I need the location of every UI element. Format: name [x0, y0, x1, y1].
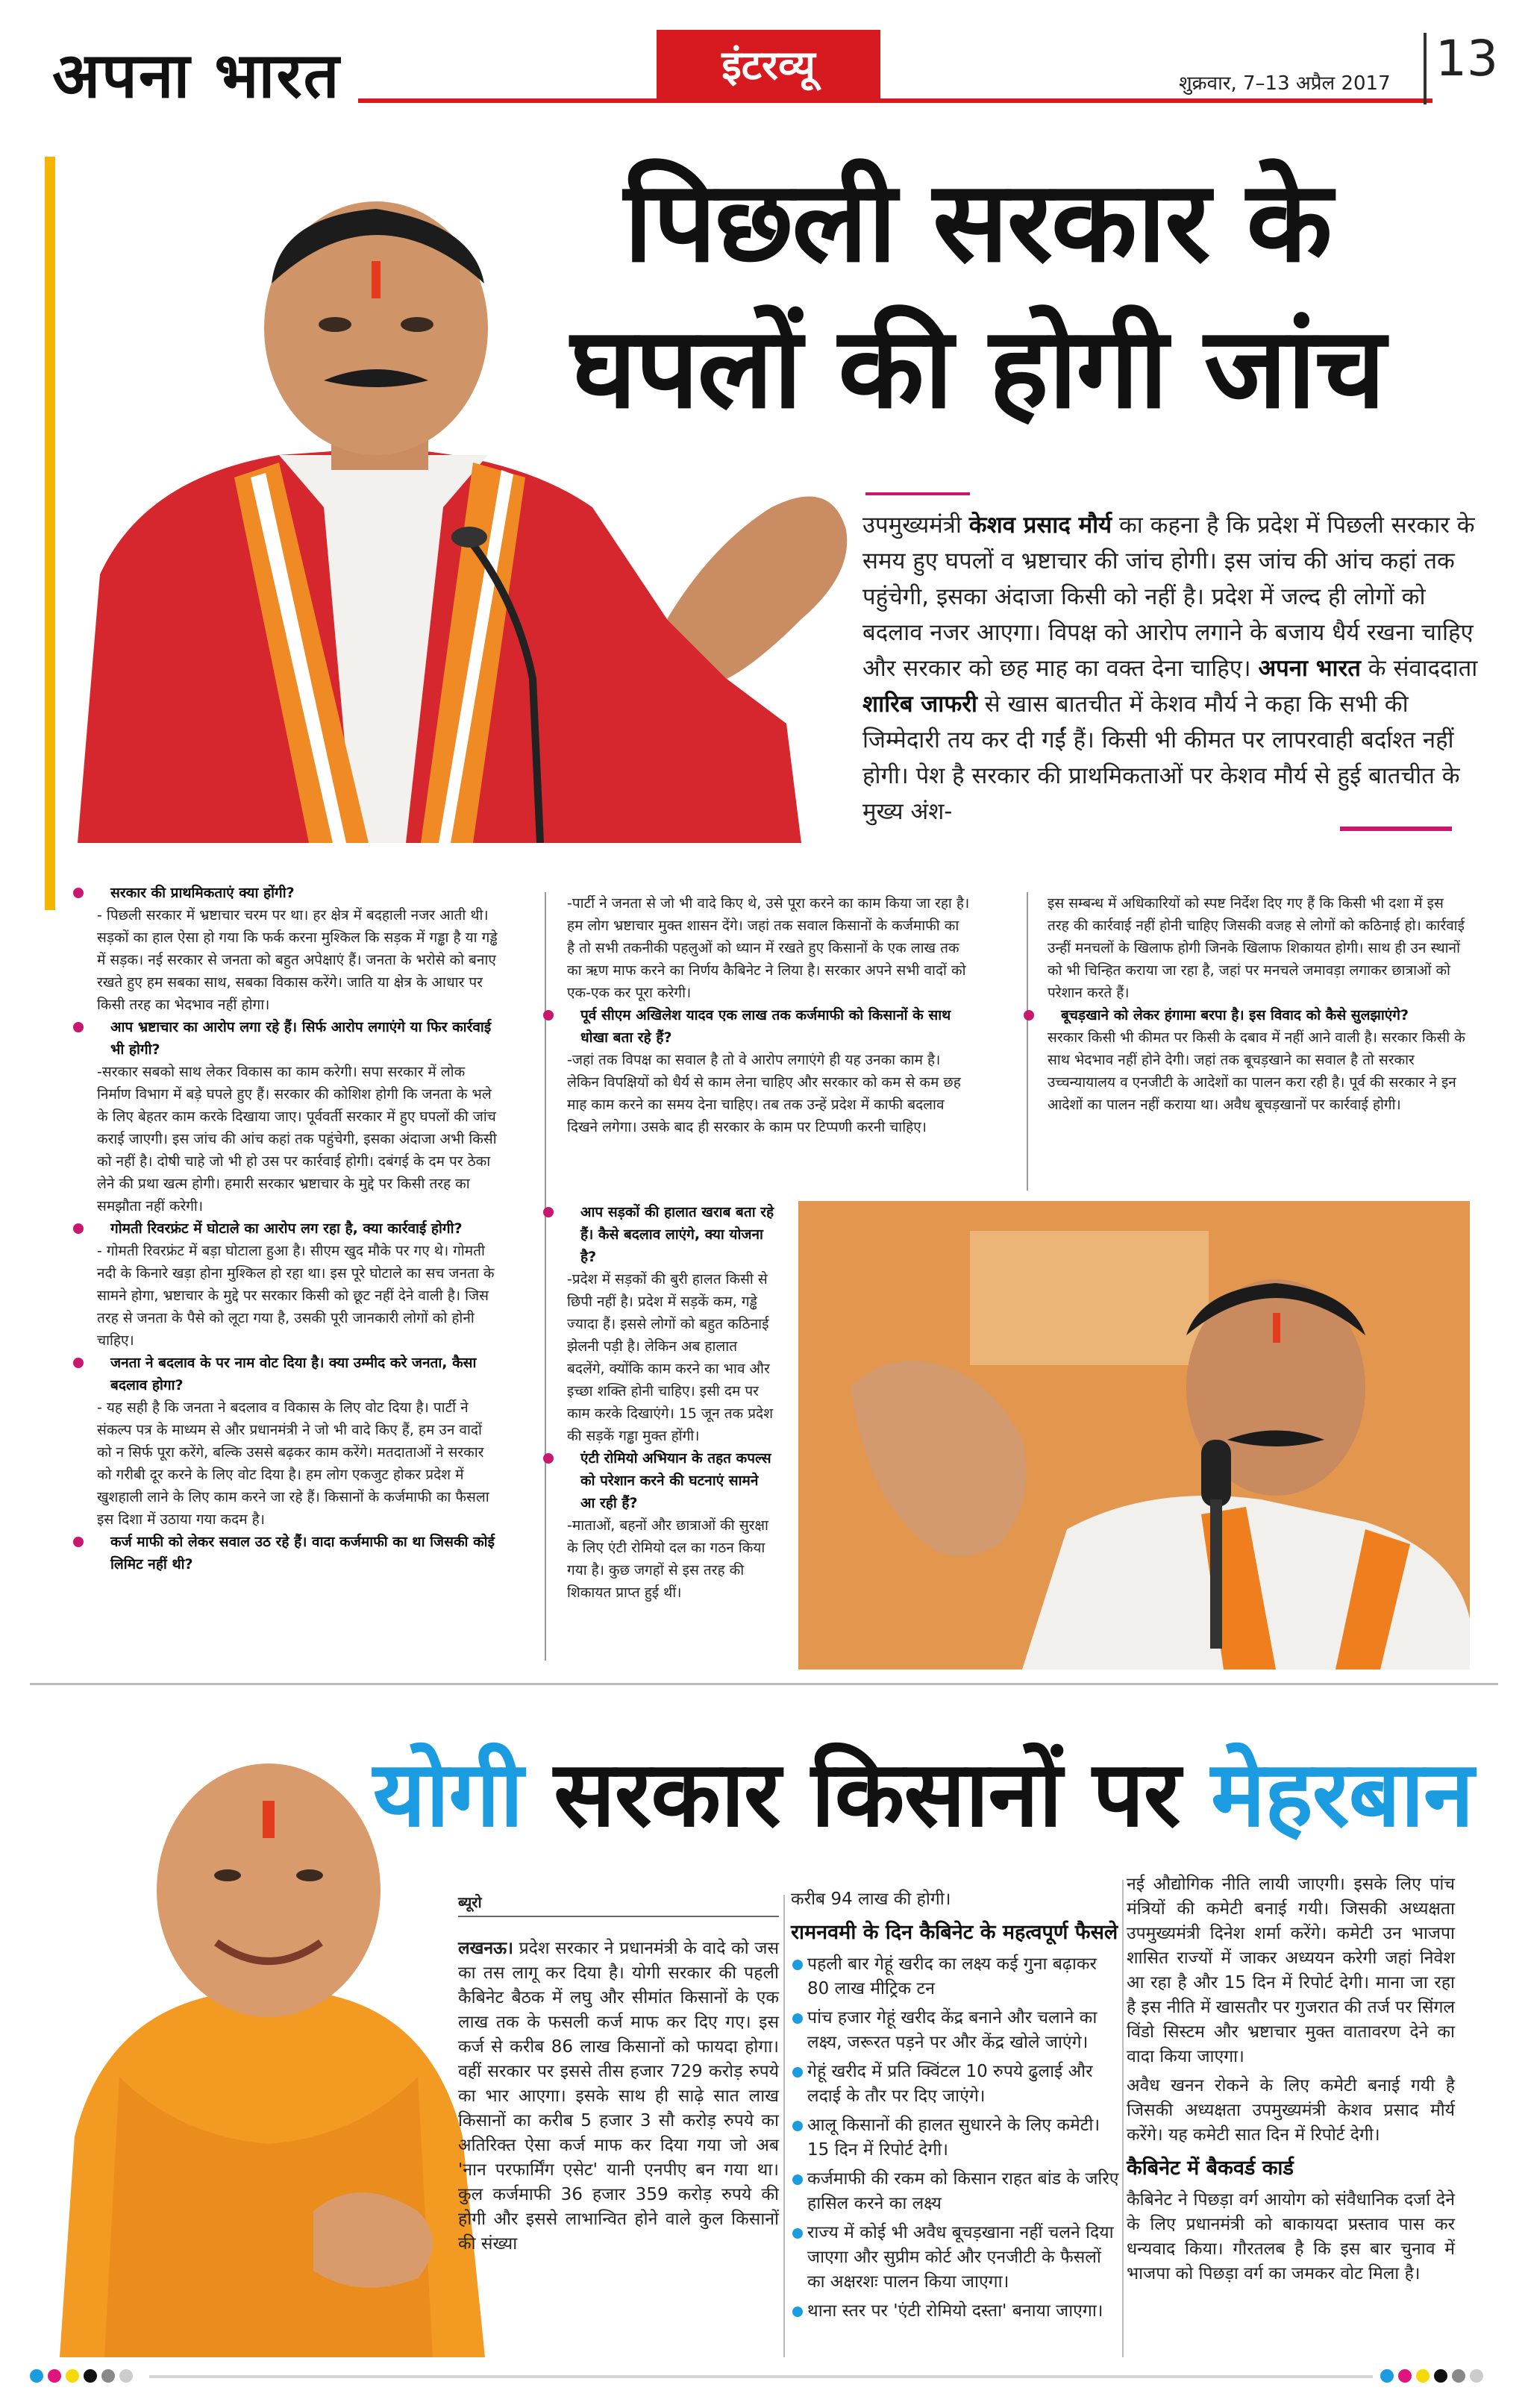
header-rule — [358, 98, 1432, 103]
lead-headline-line1: पिछली सरकार के — [624, 157, 1331, 287]
cabinet-decision-item: पहली बार गेहूं खरीद का लक्ष्य कई गुना बढ़ाकर 80 लाख मीट्रिक टन — [791, 1952, 1119, 2001]
intro-text: का कहना है कि प्रदेश में पिछली सरकार के समय हुए घपलों व भ्रष्टाचार की जांच होगी। इस जांच की आंच कहां तक पहुंचेगी, इसका अंदाजा किसी को नहीं है। प्रदेश में जल्द ही लोगों को बदलाव नजर आएगा। विपक्ष को आरोप लगाने के बजाय धैर्य रखना चाहिए और सरकार को छह माह का वक्त देना चाहिए। — [862, 512, 1475, 682]
column-divider — [545, 892, 546, 1661]
qa-column-1 — [97, 882, 500, 1575]
cabinet-decisions-subhead: रामनवमी के दिन कैबिनेट के महत्वपूर्ण फैसले — [791, 1921, 1118, 1944]
second-headline-part1: योगी — [373, 1741, 523, 1847]
cabinet-decision-item: गेहूं खरीद में प्रति क्विंटल 10 रुपये ढुलाई और लदाई के तौर पर दिए जाएंगे। — [791, 2060, 1119, 2109]
interview-answer: इस सम्बन्ध में अधिकारियों को स्पष्ट निर्देश दिए गए हैं कि किसी भी दशा में इस तरह की कार्रवाई नहीं होनी चाहिए जिसकी वजह से लोगों को कठिनाई हो। कार्रवाई उन्हीं मनचलों के खिलाफ होगी जिनके खिलाफ शिकायत होगी। साथ ही उन स्थानों को भी चिन्हित कराया जा रहा है, जहां पर मनचले जमावड़ा लगाकर छात्राओं को परेशान करते हैं। — [1048, 895, 1465, 1001]
intro-text: उपमुख्यमंत्री — [862, 512, 969, 539]
qa-column-2b — [567, 1201, 776, 1604]
column-divider — [1122, 1880, 1124, 2357]
issue-date: शुक्रवार, 7–13 अप्रैल 2017 — [1179, 72, 1391, 95]
lead-intro — [862, 507, 1482, 830]
interview-question: पूर्व सीएम अखिलेश यादव एक लाख तक कर्जमाफी को किसानों के साथ धोखा बता रहे हैं? — [567, 1004, 970, 1049]
color-dot — [1434, 2369, 1447, 2383]
interview-answer: -सरकार सबको साथ लेकर विकास का काम करेगी। सपा सरकार में लोक निर्माण विभाग में बड़े घपले हुए हैं। सरकार की कोशिश होगी कि जनता के भले के लिए बेहतर काम करके दिखाया जाए। पूर्ववर्ती सरकार में हुए घपलों की जांच कराई जाएगी। इस जांच की आंच कहां तक पहुंचेगी, इसका अंदाजा अभी किसी को नहीं है। दोषी चाहे जो भी हो उस पर कार्रवाई होगी। दबंगई के दम पर ठेका लेने की प्रथा खत्म होगी। हमारी सरकार भ्रष्टाचार के मुद्दे पर किसी तरह का समझौता नहीं करेगी। — [97, 1064, 497, 1214]
intro-end-rule — [1340, 827, 1452, 831]
page-number: 13 — [1435, 30, 1498, 87]
second-headline-part2: सरकार किसानों पर — [522, 1741, 1211, 1847]
story2-column-3 — [1127, 1872, 1455, 2291]
color-dot — [119, 2369, 133, 2383]
cabinet-decision-item: राज्य में कोई भी अवैध बूचड़खाना नहीं चलने दिया जाएगा और सुप्रीम कोर्ट और एनजीटी के फैसलों का अक्षरशः पालन किया जाएगा। — [791, 2221, 1119, 2295]
footer-rule — [149, 2375, 1373, 2378]
byline: ब्यूरो — [458, 1893, 482, 1911]
backward-card-subhead: कैबिनेट में बैकवर्ड कार्ड — [1127, 2157, 1294, 2180]
lead-headline-line2: घपलों की होगी जांच — [570, 304, 1385, 433]
byline-rule — [458, 1916, 779, 1917]
qa-column-2 — [567, 892, 970, 1138]
interview-question: जनता ने बदलाव के पर नाम वोट दिया है। क्या उम्मीद करे जनता, कैसा बदलाव होगा? — [97, 1352, 500, 1396]
column-divider — [783, 1895, 785, 2357]
interview-answer: -प्रदेश में सड़कों की बुरी हालत किसी से छिपी नहीं है। प्रदेश में सड़कें कम, गड्ढे ज्यादा हैं। इससे लोगों को बहुत कठिनाई झेलनी पड़ी है। लेकिन अब हालात बदलेंगे, क्योंकि काम करने का भाव और इच्छा शक्ति होनी चाहिए। इसी दम पर काम करके दिखाएंगे। 15 जून तक प्रदेश की सड़कें गड्ढा मुक्त होंगी। — [567, 1271, 774, 1444]
story2-paragraph: कैबिनेट ने पिछड़ा वर्ग आयोग को संवैधानिक दर्जा देने के लिए प्रधानमंत्री को बाकायदा प्रस्ताव पास कर धन्यवाद किया। गौरतलब है कि इस बार चुनाव में भाजपा को पिछड़ा वर्ग का जमकर वोट मिला है। — [1127, 2190, 1455, 2283]
footer-color-dots-right — [1380, 2369, 1483, 2383]
interview-question: बूचड़खाने को लेकर हंगामा बरपा है। इस विवाद को कैसे सुलझाएंगे? — [1048, 1004, 1465, 1026]
intro-text: से खास बातचीत में केशव मौर्य ने कहा कि सभी की जिम्मेदारी तय कर दी गईं हैं। किसी भी कीमत पर लापरवाही बर्दाश्त नहीं होगी। पेश है सरकार की प्राथमिकताओं पर केशव मौर्य से हुई बातचीत के मुख्य अंश- — [862, 691, 1460, 825]
story2-paragraph: अवैध खनन रोकने के लिए कमेटी बनाई गयी है जिसकी अध्यक्षता उपमुख्यमंत्री केशव प्रसाद मौर्य करेंगे। यह कमेटी सात दिन में रिपोर्ट देगी। — [1127, 2076, 1455, 2145]
interview-answer: - यह सही है कि जनता ने बदलाव व विकास के लिए वोट दिया है। पार्टी ने संकल्प पत्र के माध्यम से और प्रधानमंत्री ने जो भी वादे किए हैं, हम उन वादों को न सिर्फ पूरा करेंगे, बल्कि उससे बढ़कर काम करेंगे। मतदाताओं ने सरकार को गरीबी दूर करने के लिए वोट दिया है। हम लोग एकजुट होकर प्रदेश में खुशहाली लाने के लिए काम करने जा रहे हैं। किसानों के कर्जमाफी का फैसला इस दिशा में उठाया गया कदम है। — [97, 1399, 489, 1528]
story-separator — [30, 1683, 1498, 1685]
interview-question: आप सड़कों की हालात खराब बता रहे हैं। कैसे बदलाव लाएंगे, क्या योजना है? — [567, 1201, 776, 1268]
qa-column-3 — [1048, 892, 1465, 1116]
cabinet-decision-item: थाना स्तर पर 'एंटी रोमियो दस्ता' बनाया जाएगा। — [791, 2299, 1119, 2324]
interview-question: गोमती रिवरफ्रंट में घोटाले का आरोप लग रहा है, क्या कार्रवाई होगी? — [97, 1217, 500, 1240]
lead-headline — [478, 149, 1477, 442]
interview-question: आप भ्रष्टाचार का आरोप लगा रहे हैं। सिर्फ आरोप लगाएंगे या फिर कार्रवाई भी होगी? — [97, 1016, 500, 1061]
intro-name: केशव प्रसाद मौर्य — [968, 512, 1112, 539]
color-dot — [84, 2369, 97, 2383]
dateline: लखनऊ। — [458, 1939, 513, 1958]
story2-column-1 — [458, 1937, 779, 2257]
speaker-at-mic-photo — [798, 1201, 1470, 1669]
story2-column-2 — [791, 1887, 1119, 2328]
column-divider — [1027, 892, 1028, 1191]
color-dot — [30, 2369, 43, 2383]
story2-paragraph: नई औद्योगिक नीति लायी जाएगी। इसके लिए पांच मंत्रियों की कमेटी बनाई गयी। जिसकी अध्यक्षता उपमुख्यमंत्री दिनेश शर्मा करेंगे। कमेटी उन भाजपा शासित राज्यों में जाकर अध्ययन करेगी जहां निवेश आ रहा है और 15 दिन में रिपोर्ट देगी। माना जा रहा है इस नीति में खासतौर पर गुजरात की तर्ज पर सिंगल विंडो सिस्टम और भ्रष्टाचार मुक्त वातावरण देने का वादा किया जाएगा। — [1127, 1875, 1455, 2066]
header-divider — [1424, 33, 1427, 104]
footer-color-dots-left — [30, 2369, 133, 2383]
cabinet-decision-item: आलू किसानों की हालत सुधारने के लिए कमेटी। 15 दिन में रिपोर्ट देगी। — [791, 2113, 1119, 2163]
section-tab: इंटरव्यू — [657, 30, 880, 101]
color-dot — [66, 2369, 79, 2383]
second-headline — [373, 1738, 1492, 1850]
interview-answer: - पिछली सरकार में भ्रष्टाचार चरम पर था। हर क्षेत्र में बदहाली नजर आती थी। सड़कों का हाल ऐसा हो गया कि फर्क करना मुश्किल कि सड़क में गड्ढा है या गड्ढे में सड़क। नई सरकार से जनता को बहुत अपेक्षाएं हैं। जनता के भरोसे को बनाए रखते हुए हम सबका साथ, सबका विकास करेंगे। जाति या क्षेत्र के आधार पर किसी तरह का भेदभाव नहीं होगा। — [97, 907, 498, 1013]
color-dot — [1398, 2369, 1412, 2383]
story2-continuation: करीब 94 लाख की होगी। — [791, 1890, 951, 1909]
cabinet-decision-item: पांच हजार गेहूं खरीद केंद्र बनाने और चलाने का लक्ष्य, जरूरत पड़ने पर और केंद्र खोले जाएंगे। — [791, 2006, 1119, 2055]
interview-question: कर्ज माफी को लेकर सवाल उठ रहे हैं। वादा कर्जमाफी का था जिसकी कोई लिमिट नहीं थी? — [97, 1531, 500, 1575]
interview-answer: -पार्टी ने जनता से जो भी वादे किए थे, उसे पूरा करने का काम किया जा रहा है। हम लोग भ्रष्टाचार मुक्त शासन देंगे। जहां तक सवाल किसानों के कर्जमाफी का है तो सभी तकनीकी पहलुओं को ध्यान में रखते हुए किसानों के एक लाख तक का ऋण माफ करने का निर्णय कैबिनेट ने लिया है। सरकार अपने सभी वादों को एक-एक कर पूरा करेगी। — [567, 895, 970, 1001]
color-dot — [1380, 2369, 1394, 2383]
color-dot — [1470, 2369, 1483, 2383]
story2-body: प्रदेश सरकार ने प्रधानमंत्री के वादे को जस का तस लागू कर दिया है। योगी सरकार की पहली कैबिनेट बैठक में लघु और सीमांत किसानों के एक लाख तक के फसली कर्ज माफ कर दिए गए। इस कर्ज से करीब 86 लाख किसानों को फायदा होगा। वहीं सरकार पर इससे तीस हजार 729 करोड़ रुपये का भार आएगा। इसके साथ ही साढ़े सात लाख किसानों का करीब 5 हजार 3 सौ करोड़ रुपये का अतिरिक्त ऐसा कर्ज माफ कर दिया गया जो अब 'नान परफार्मिंग एसेट' यानी एनपीए बन गया था। कुल कर्जमाफी 36 हजार 359 करोड़ रुपये की होगी और इससे लाभान्वित होने वाले कुल किसानों की संख्या — [458, 1939, 779, 2254]
intro-reporter-name: शारिब जाफरी — [862, 691, 977, 718]
color-dot — [48, 2369, 61, 2383]
interview-answer: -जहां तक विपक्ष का सवाल है तो वे आरोप लगाएंगे ही यह उनका काम है। लेकिन विपक्षियों को धैर्य से काम लेना चाहिए और सरकार को कम से कम छह माह काम करने का समय देना चाहिए। तब तक उन्हें प्रदेश में काफी बदलाव दिखने लगेगा। उसके बाद ही सरकार के काम पर टिप्पणी करनी चाहिए। — [567, 1052, 961, 1135]
color-dot — [1452, 2369, 1465, 2383]
color-dot — [101, 2369, 115, 2383]
cabinet-decision-item: कर्जमाफी की रकम को किसान राहत बांड के जरिए हासिल करने का लक्ष्य — [791, 2167, 1119, 2216]
masthead: अपना भारत — [52, 38, 341, 112]
interview-answer: - गोमती रिवरफ्रंट में बड़ा घोटाला हुआ है। सीएम खुद मौके पर गए थे। गोमती नदी के किनारे खड़ा होना मुश्किल हो रहा था। इस पूरे घोटाले का सच जनता के सामने होगा, भ्रष्टाचार के मुद्दे पर सरकार किसी को छूट नहीं देने वाली है। जिस तरह से जनता के पैसे को लूटा गया है, उसकी पूरी जानकारी लोगों को होनी चाहिए। — [97, 1243, 495, 1349]
interview-answer: सरकार किसी भी कीमत पर किसी के दबाव में नहीं आने वाली है। सरकार किसी के साथ भेदभाव नहीं होने देगी। जहां तक बूचड़खाने का सवाल है तो सरकार उच्चन्यायालय व एनजीटी के आदेशों का पालन करा रही है। पूर्व की सरकार ने इन आदेशों का पालन नहीं कराया था। अवैध बूचड़खानों पर कार्रवाई होगी। — [1048, 1029, 1465, 1113]
interview-question: सरकार की प्राथमिकताएं क्या होंगी? — [97, 882, 500, 904]
second-headline-part3: मेहरबान — [1210, 1741, 1474, 1847]
interview-question: एंटी रोमियो अभियान के तहत कपल्स को परेशान करने की घटनाएं सामने आ रही हैं? — [567, 1447, 776, 1514]
intro-accent-rule — [865, 492, 970, 495]
intro-paper-name: अपना भारत — [1258, 655, 1361, 682]
accent-bar — [45, 157, 55, 910]
color-dot — [1416, 2369, 1430, 2383]
intro-text: के संवाददाता — [1360, 655, 1478, 682]
interview-answer: -माताओं, बहनों और छात्राओं की सुरक्षा के लिए एंटी रोमियो दल का गठन किया गया है। कुछ जगहों से इस तरह की शिकायत प्राप्त हुई थीं। — [567, 1517, 768, 1601]
